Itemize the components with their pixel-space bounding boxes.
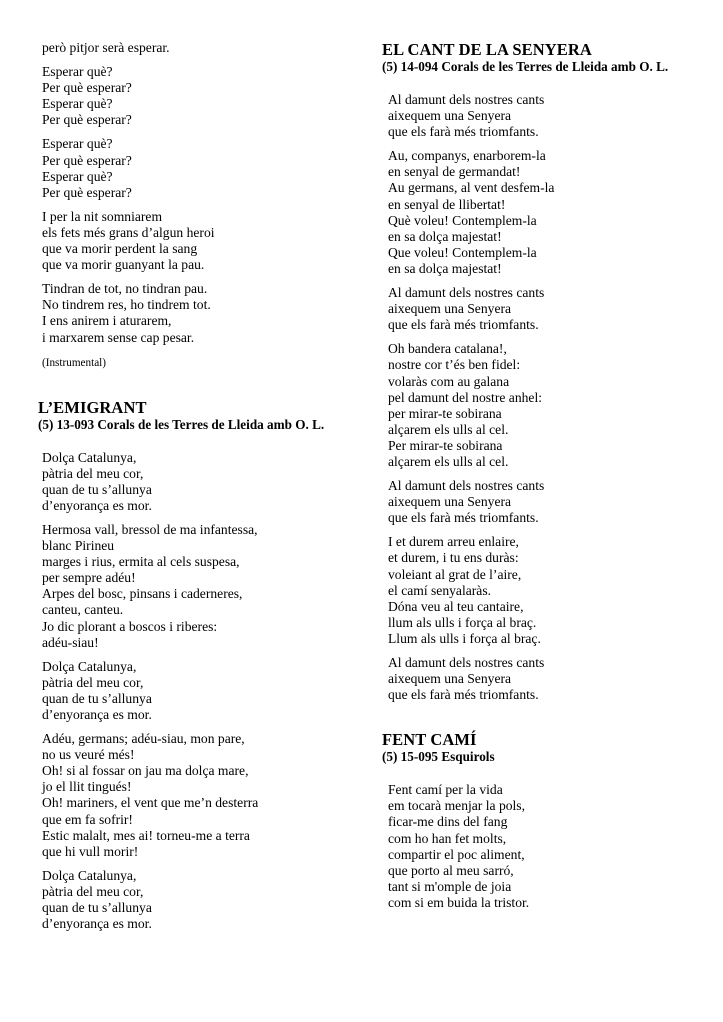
stanza [388, 478, 705, 526]
lyric-line: que porto al meu sarró, [387, 862, 514, 878]
lyric-line: compartir el poc aliment, [387, 846, 525, 862]
lyric-line: Al damunt dels nostres cants [387, 285, 545, 301]
lyric-line: d’enyorança es mor. [42, 497, 152, 513]
lyric-line: per mirar-te sobirana [387, 405, 502, 421]
lyric-line: voleiant al grat de l’aire, [387, 566, 522, 582]
lyric-line: Al damunt dels nostres cants [387, 478, 545, 494]
lyric-line: en sa dolça majestat! [387, 228, 502, 244]
song-credit: (5) 14-094 Corals de les Terres de Lleida amb O. L. [381, 59, 669, 74]
lyric-line: Dolça Catalunya, [42, 449, 137, 465]
lyric-line: els fets més grans d’algun heroi [42, 224, 215, 240]
lyric-line: Esperar què? [42, 168, 113, 184]
spacer [38, 433, 374, 450]
stanza [42, 659, 374, 723]
song-title: FENT CAMÍ [381, 730, 477, 750]
lyric-line: que hi vull morir! [42, 843, 139, 859]
stanza [42, 450, 374, 514]
lyric-line: Dóna veu al teu cantaire, [387, 598, 524, 614]
lyric-line: Oh! mariners, el vent que me’n desterra [42, 795, 259, 811]
lyric-line: que els farà més triomfants. [387, 687, 539, 703]
lyric-line: Au, companys, enarborem-la [387, 148, 546, 164]
lyric-line: I et durem arreu enlaire, [387, 534, 519, 550]
lyric-line: Oh! si al fossar on jau ma dolça mare, [42, 763, 249, 779]
lyric-line: aixequem una Senyera [387, 494, 512, 510]
two-column-layout [38, 40, 705, 932]
lyric-line: en senyal de germandat! [387, 164, 521, 180]
stanza [42, 136, 374, 200]
lyric-line: alçarem els ulls al cel. [387, 421, 509, 437]
lyric-line: I per la nit somniarem [42, 208, 163, 224]
song-credit: (5) 13-093 Corals de les Terres de Lleida amb O. L. [38, 416, 325, 432]
lyric-line: Au germans, al vent desfem-la [387, 180, 555, 196]
lyric-line: volaràs com au galana [387, 373, 510, 389]
lyric-line: em tocarà menjar la pols, [387, 798, 525, 814]
lyric-line: Oh bandera catalana!, [387, 341, 507, 357]
song-credit: (5) 15-095 Esquirols [381, 749, 495, 765]
song-title: L’EMIGRANT [38, 397, 147, 417]
lyric-line: Estic malalt, mes ai! torneu-me a terra [42, 827, 250, 843]
stanza [388, 534, 705, 647]
stanza [42, 40, 374, 56]
continued-song-lyrics [38, 40, 374, 371]
song-el-cant-de-la-senyera [382, 40, 705, 703]
lyric-line: quan de tu s’allunya [42, 900, 152, 916]
lyric-line: pàtria del meu cor, [42, 674, 144, 690]
lyric-line: però pitjor serà esperar. [42, 40, 170, 55]
instrumental-note: (Instrumental) [42, 356, 106, 369]
lyric-line: pàtria del meu cor, [42, 883, 144, 899]
right-column [382, 40, 705, 911]
lyric-line: que va morir guanyant la pau. [42, 257, 205, 273]
lyric-line: No tindrem res, ho tindrem tot. [42, 297, 211, 313]
lyric-line: marges i rius, ermita al cels suspesa, [42, 554, 240, 570]
lyric-line: no us veuré més! [42, 747, 135, 763]
lyric-line: llum als ulls i força al braç. [387, 614, 537, 630]
lyric-line: pàtria del meu cor, [42, 465, 144, 481]
stanza [42, 281, 374, 345]
song-fent-cami [382, 730, 705, 911]
lyric-line: adéu-siau! [42, 634, 99, 650]
stanza [388, 655, 705, 703]
lyric-line: Fent camí per la vida [387, 782, 503, 798]
lyric-line: ficar-me dins del fang [387, 814, 508, 830]
spacer [42, 346, 374, 355]
lyric-line: que em fa sofrir! [42, 811, 133, 827]
lyric-line: en senyal de llibertat! [387, 196, 506, 212]
lyric-line: jo el llit tingués! [42, 779, 132, 795]
stanza [388, 341, 705, 470]
spacer [38, 371, 374, 398]
stanza [388, 148, 705, 277]
lyric-line: et durem, i tu ens duràs: [387, 550, 519, 566]
lyric-line: Per què esperar? [42, 80, 132, 96]
stanza [42, 64, 374, 128]
lyric-line: Dolça Catalunya, [42, 867, 137, 883]
lyric-line: Què voleu! Contemplem-la [387, 212, 537, 228]
lyric-line: Esperar què? [42, 64, 113, 80]
lyric-line: quan de tu s’allunya [42, 690, 152, 706]
lyric-line: com ho han fet molts, [387, 830, 507, 846]
lyric-line: Esperar què? [42, 136, 113, 152]
lyric-line: quan de tu s’allunya [42, 481, 152, 497]
lyric-line: aixequem una Senyera [387, 671, 512, 687]
lyric-line: que els farà més triomfants. [387, 124, 539, 140]
lyric-line: Tindran de tot, no tindran pau. [42, 281, 208, 297]
spacer [382, 75, 705, 92]
stanza [42, 209, 374, 273]
spacer [382, 703, 705, 730]
lyric-line: el camí senyalaràs. [387, 582, 492, 598]
lyric-line: Jo dic plorant a boscos i riberes: [42, 618, 218, 634]
lyric-line: blanc Pirineu [42, 538, 115, 554]
lyric-line: Dolça Catalunya, [42, 658, 137, 674]
lyric-line: canteu, canteu. [42, 602, 124, 618]
lyric-line: Llum als ulls i força al braç. [387, 630, 541, 646]
lyric-line: tant si m'omple de joia [387, 878, 512, 894]
lyric-line: com si em buida la tristor. [387, 894, 530, 910]
lyric-line: alçarem els ulls al cel. [387, 453, 509, 469]
lyric-line: que els farà més triomfants. [387, 317, 539, 333]
lyric-line: Que voleu! Contemplem-la [387, 244, 537, 260]
lyric-line: Hermosa vall, bressol de ma infantessa, [42, 521, 258, 537]
lyric-line: aixequem una Senyera [387, 108, 512, 124]
stanza [388, 92, 705, 140]
stanza [42, 868, 374, 932]
lyric-line: Per què esperar? [42, 152, 132, 168]
lyric-line: que els farà més triomfants. [387, 510, 539, 526]
lyric-line: Per mirar-te sobirana [387, 437, 503, 453]
left-column [38, 40, 382, 932]
lyric-line: Al damunt dels nostres cants [387, 92, 545, 107]
stanza [42, 731, 374, 860]
stanza [42, 522, 374, 651]
stanza [388, 782, 705, 911]
lyric-line: Esperar què? [42, 96, 113, 112]
lyric-line: nostre cor t’és ben fidel: [387, 357, 521, 373]
lyric-line: I ens anirem i aturarem, [42, 313, 172, 329]
song-title: EL CANT DE LA SENYERA [381, 40, 592, 59]
lyric-line: Arpes del bosc, pinsans i caderneres, [42, 586, 243, 602]
lyric-line: Per què esperar? [42, 184, 132, 200]
lyric-line: Al damunt dels nostres cants [387, 655, 545, 670]
lyric-line: que va morir perdent la sang [42, 241, 198, 257]
lyric-line: d’enyorança es mor. [42, 916, 152, 932]
song-lemigrant [38, 398, 374, 933]
lyric-line: Per què esperar? [42, 112, 132, 128]
lyric-line: i marxarem sense cap pesar. [42, 329, 195, 345]
lyric-line: aixequem una Senyera [387, 301, 512, 317]
lyric-line: en sa dolça majestat! [387, 260, 502, 276]
lyric-line: per sempre adéu! [42, 570, 136, 586]
lyric-line: Adéu, germans; adéu-siau, mon pare, [42, 731, 245, 747]
spacer [382, 765, 705, 782]
stanza [388, 285, 705, 333]
lyric-line: pel damunt del nostre anhel: [387, 389, 543, 405]
lyric-line: d’enyorança es mor. [42, 707, 152, 722]
